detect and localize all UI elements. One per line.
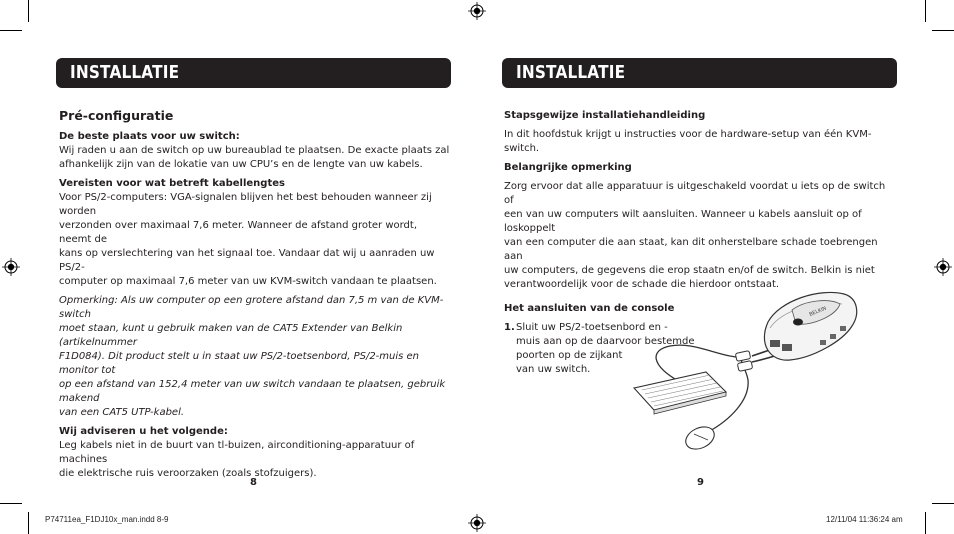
text-line: computer op maximaal 7,6 meter van uw KVM-switch vandaan te plaatsen. (59, 276, 437, 287)
text-line: Voor PS/2-computers: VGA-signalen blijven het best behouden wanneer zij worden (59, 192, 432, 217)
registration-mark-icon (934, 258, 952, 276)
registration-mark-icon (468, 2, 486, 20)
right-banner-title: INSTALLATIE (516, 62, 626, 83)
note-line: F1D084). Dit product stelt u in staat uw PS/2-toetsenbord, PS/2-muis en monitor tot (59, 351, 420, 376)
kvm-connection-illustration (630, 270, 862, 460)
device-brand-label: BELKIN (808, 305, 828, 318)
keyboard-icon (634, 372, 726, 414)
crop-mark (925, 0, 926, 22)
crop-mark (932, 30, 954, 31)
crop-mark (28, 0, 29, 22)
right-page-banner (502, 58, 897, 88)
page-number: 8 (250, 477, 257, 488)
slug-datetime: 12/11/04 11:36:24 am (826, 515, 903, 524)
text-line: Wij raden u aan de switch op uw bureaublad te plaatsen. De exacte plaats zal (59, 145, 450, 156)
block-heading: Wij adviseren u het volgende: (59, 426, 228, 437)
block-heading: Stapsgewijze installatiehandleiding (504, 110, 706, 121)
text-line: die elektrische ruis veroorzaken (zoals stofzuigers). (59, 468, 317, 479)
left-page-banner (56, 58, 451, 88)
crop-mark (0, 503, 22, 504)
text-line: Zorg ervoor dat alle apparatuur is uitgeschakeld voordat u iets op de switch of (504, 181, 886, 206)
crop-mark (0, 30, 22, 31)
kvm-switch-icon (764, 292, 856, 360)
text-line: verantwoordelijk voor de schade die hierdoor ontstaat. (504, 279, 780, 290)
text-line: Sluit uw PS/2-toetsenbord en - (516, 322, 668, 333)
ps2-plug-icon (737, 361, 752, 372)
left-page-body (59, 109, 451, 481)
section-title: Pré-configuratie (59, 108, 174, 123)
crop-mark (932, 503, 954, 504)
block-heading: Belangrijke opmerking (504, 162, 632, 173)
ps2-plug-icon (735, 351, 750, 362)
note-line: van een CAT5 UTP-kabel. (59, 407, 185, 418)
block-heading: Het aansluiten van de console (504, 303, 675, 314)
text-line: afhankelijk zijn van de lokatie van uw CPU’s en de lengte van uw kabels. (59, 159, 423, 170)
block-heading: Vereisten voor wat betreft kabellengtes (59, 178, 285, 189)
text-line: Leg kabels niet in de buurt van tl-buizen, airconditioning-apparatuur of machines (59, 440, 415, 465)
page-number: 9 (697, 477, 704, 488)
text-line: een van uw computers wilt aansluiten. Wanneer u kabels aansluit op of loskoppelt (504, 209, 862, 234)
note-line: op een afstand van 152,4 meter van uw switch vandaan te plaatsen, gebruik makend (59, 379, 446, 404)
text-line: verzonden over maximaal 7,6 meter. Wanneer de afstand groter wordt, neemt de (59, 220, 417, 245)
note-line: moet staan, kunt u gebruik maken van de CAT5 Extender van Belkin (artikelnummer (59, 323, 403, 348)
text-line: In dit hoofdstuk krijgt u instructies voor de hardware-setup van één KVM-switch. (504, 129, 872, 154)
text-line: poorten op de zijkant (516, 350, 623, 361)
mouse-icon (682, 423, 718, 454)
slug-filename: P74711ea_F1DJ10x_man.indd 8-9 (45, 515, 169, 524)
note-line: Opmerking: Als uw computer op een grotere afstand dan 7,5 m van de KVM-switch (59, 295, 444, 320)
registration-mark-icon (2, 258, 20, 276)
text-line: muis aan op de daarvoor bestemde (516, 336, 695, 347)
crop-mark (925, 512, 926, 534)
block-heading: De beste plaats voor uw switch: (59, 131, 240, 142)
crop-mark (28, 512, 29, 534)
left-banner-title: INSTALLATIE (70, 62, 180, 83)
text-line: uw computers, de gegevens die erop staatn en/of de switch. Belkin is niet (504, 265, 875, 276)
text-line: van een computer die aan staat, kan dit onherstelbare schade toebrengen aan (504, 237, 878, 262)
text-line: kans op verslechtering van het signaal toe. Vandaar dat wij u aanraden uw PS/2- (59, 248, 435, 273)
step-number: 1. (504, 322, 515, 333)
registration-mark-icon (468, 514, 486, 532)
text-line: van uw switch. (516, 364, 591, 375)
